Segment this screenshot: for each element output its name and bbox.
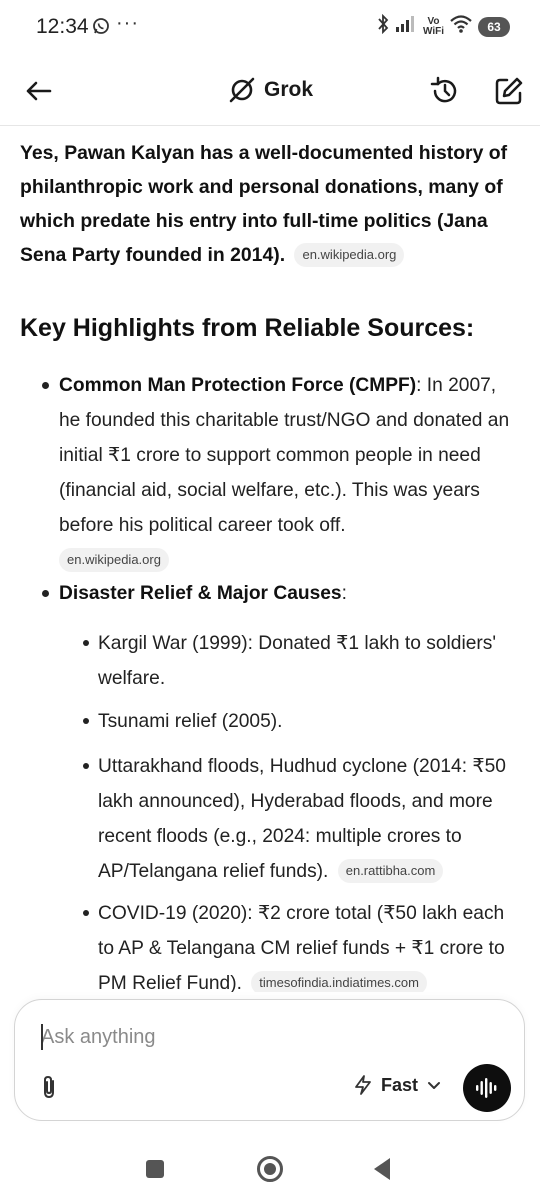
header-divider [0, 125, 540, 126]
sub-item-text: Uttarakhand floods, Hudhud cyclone (2014: ₹50 lakh announced), Hyderabad floods, and more recent floods (e.g., 2024: multiple crores to AP/Telangana relief funds). [98, 756, 506, 882]
source-chip[interactable]: timesofindia.indiatimes.com [251, 971, 427, 992]
sub-list-item [98, 704, 518, 739]
voice-mode-button[interactable] [463, 1064, 511, 1112]
cmpf-text: : In 2007, he founded this charitable trust/NGO and donated an initial ₹1 crore to support common people in need (financial aid, social welfare, etc.). This was years before his political career took off. [59, 375, 510, 536]
section-heading: Key Highlights from Reliable Sources: [20, 314, 475, 342]
bullet-dot [83, 640, 89, 646]
bullet-dot [83, 718, 89, 724]
paperclip-icon [35, 1072, 65, 1102]
ask-input[interactable] [41, 1022, 481, 1052]
lightning-icon [353, 1074, 373, 1096]
signal-icon [395, 15, 417, 38]
attach-button[interactable] [35, 1072, 65, 1102]
bluetooth-icon [377, 14, 389, 39]
app-header [0, 62, 540, 120]
sub-list-item [98, 749, 518, 889]
sub-item-text: COVID-19 (2020): ₹2 crore total (₹50 lakh each to AP & Telangana CM relief funds + ₹1 crore to PM Relief Fund). [98, 903, 505, 992]
text-caret [41, 1024, 43, 1050]
source-chip[interactable]: en.wikipedia.org [294, 243, 404, 267]
whatsapp-icon [92, 17, 110, 40]
intro-paragraph [20, 136, 525, 272]
chevron-down-icon [426, 1077, 442, 1093]
status-bar [0, 0, 540, 56]
back-button[interactable] [22, 74, 56, 108]
new-chat-button[interactable] [492, 74, 526, 108]
cmpf-title: Common Man Protection Force (CMPF) [59, 375, 417, 396]
list-item-cmpf [59, 368, 521, 578]
vowifi-label [423, 17, 444, 37]
bullet-dot [42, 382, 49, 389]
composer [14, 999, 525, 1121]
bullet-dot [83, 910, 89, 916]
disaster-suffix: : [341, 583, 347, 604]
waveform-icon [474, 1076, 500, 1100]
home-button[interactable] [257, 1156, 283, 1182]
app-title: Grok [264, 78, 314, 101]
wifi-icon [450, 15, 472, 38]
system-back-button[interactable] [374, 1158, 390, 1180]
history-button[interactable] [428, 74, 462, 108]
sub-list-item [98, 626, 518, 696]
sub-item-text: Tsunami relief (2005). [98, 711, 283, 732]
recent-apps-button[interactable] [146, 1160, 164, 1178]
arrow-left-icon [22, 74, 56, 108]
more-notifications-icon: ··· [116, 12, 139, 34]
grok-logo-icon [228, 76, 256, 104]
sub-list-item [98, 896, 523, 992]
sub-item-text: Kargil War (1999): Donated ₹1 lakh to soldiers' welfare. [98, 633, 497, 689]
bullet-dot [83, 763, 89, 769]
grok-brand [228, 76, 313, 104]
intro-text: Yes, Pawan Kalyan has a well-documented history of philanthropic work and personal donations, many of which predate his entry into full-time politics (Jana Sena Party founded in 2014). [20, 142, 508, 266]
list-item-disaster [59, 576, 521, 611]
mode-selector[interactable] [353, 1074, 442, 1096]
status-indicators [377, 14, 510, 39]
battery-indicator: 63 [478, 17, 510, 37]
chat-response [0, 132, 540, 992]
system-nav-bar [0, 1140, 540, 1200]
compose-icon [492, 74, 526, 108]
source-chip[interactable]: en.rattibha.com [338, 859, 444, 883]
vowifi-bottom: WiFi [422, 25, 444, 37]
disaster-title: Disaster Relief & Major Causes [59, 583, 342, 604]
status-time: 12:34 [36, 15, 89, 38]
vowifi-top: Vo [427, 15, 440, 27]
mode-label: Fast [381, 1074, 419, 1095]
source-chip[interactable]: en.wikipedia.org [59, 548, 169, 572]
bullet-dot [42, 590, 49, 597]
history-icon [428, 74, 462, 108]
